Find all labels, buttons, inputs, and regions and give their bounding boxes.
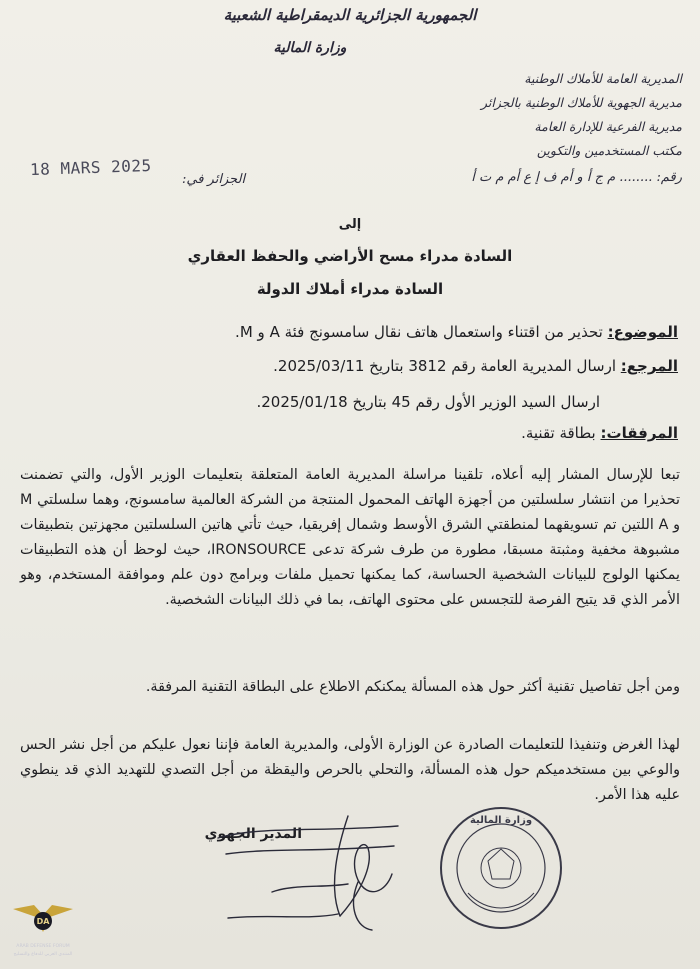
department-line-3: مديرية الفرعية للإدارة العامة bbox=[534, 119, 682, 134]
ministry-header: وزارة المالية bbox=[273, 40, 347, 56]
attachments-label: المرفقات: bbox=[600, 424, 678, 442]
department-line-4: مكتب المستخدمين والتكوين bbox=[536, 143, 682, 158]
department-line-2: مديرية الجهوية للأملاك الوطنية بالجزائر bbox=[480, 95, 682, 110]
reference-number: رقم: ........ م ج أ و أم ف إ ع أم م ت أ bbox=[471, 170, 682, 185]
body-paragraph-3: لهذا الغرض وتنفيذا للتعليمات الصادرة عن الوزارة الأولى، والمديرية العامة فإننا نعول عليكم من أجل نشر الحس والوعي بين مستخدميكم حول هذه المسألة، والتحلي بالحرص واليقظة من أجل التصدي للتهديد الذي قد ينطوي عليه هذا الأمر. bbox=[20, 737, 680, 803]
to-label: إلى bbox=[338, 217, 362, 232]
subject-text: تحذير من اقتناء واستعمال هاتف نقال سامسونج فئة A و M. bbox=[235, 323, 603, 341]
recipient-line-2: السادة مدراء أملاك الدولة bbox=[256, 280, 444, 298]
handwritten-signature bbox=[198, 796, 434, 946]
body-paragraph-2: ومن أجل تفاصيل تقنية أكثر حول هذه المسألة يمكنكم الاطلاع على البطاقة التقنية المرفقة. bbox=[145, 679, 680, 695]
seal-caption: وزارة المالية bbox=[469, 815, 533, 826]
official-seal bbox=[436, 803, 566, 933]
body-paragraph-1: تبعا للإرسال المشار إليه أعلاه، تلقينا مراسلة المديرية العامة المتعلقة بتعليمات الوزير الأول، والتي تضمنت تحذيرا من انتشار سلسلتين من أجهزة الهاتف المحمول المنتجة من الشركة العالمية سامسونج، وهما سلسلتي M و A اللتين تم تسويقهما لمنطقتي الشرق الأوسط وشمال إفريقيا، حيث تأتي هاتين السلسلتين مجهزتين بتطبيقات مشبوهة مخفية ومثبتة مسبقا، مطورة من طرف شركة تدعى IRONSOURCE، حيث لوحظ أن هذه التطبيقات يمكنها الولوج للبيانات الشخصية الحساسة، كما يمكنها تحميل ملفات وبرامج دون علم وموافقة المستخدم، وهو الأمر الذي قد يتيح الفرصة للتجسس على محتوى الهاتف، بما في ذلك البيانات الشخصية. bbox=[20, 467, 681, 608]
attachments-text: بطاقة تقنية. bbox=[521, 424, 596, 442]
date-stamp: 18 MARS 2025 bbox=[29, 155, 152, 180]
logo-name: ARAB DEFENSE FORUM bbox=[16, 944, 70, 949]
subject-row bbox=[58, 323, 678, 341]
republic-header: الجمهورية الجزائرية الديمقراطية الشعبية bbox=[223, 6, 477, 24]
attachments-row bbox=[58, 424, 678, 442]
city-date-label: الجزائر في: bbox=[182, 172, 246, 187]
reference-label: المرجع: bbox=[620, 357, 678, 375]
forum-logo bbox=[8, 887, 78, 967]
logo-initials: DA bbox=[36, 917, 50, 926]
reference-line-2: ارسال السيد الوزير الأول رقم 45 بتاريخ 2025/01/18. bbox=[256, 393, 600, 411]
subject-label: الموضوع: bbox=[607, 323, 678, 341]
department-line-1: المديرية العامة للأملاك الوطنية bbox=[524, 71, 682, 86]
signatory-title: المدير الجهوي bbox=[204, 826, 302, 842]
reference-line-1: ارسال المديرية العامة رقم 3812 بتاريخ 2025/03/11. bbox=[273, 357, 616, 375]
recipient-line-1: السادة مدراء مسح الأراضي والحفظ العقاري bbox=[187, 247, 513, 265]
logo-arabic: المنتدى العربي للدفاع والتسليح bbox=[13, 952, 73, 957]
reference-row bbox=[58, 357, 678, 375]
